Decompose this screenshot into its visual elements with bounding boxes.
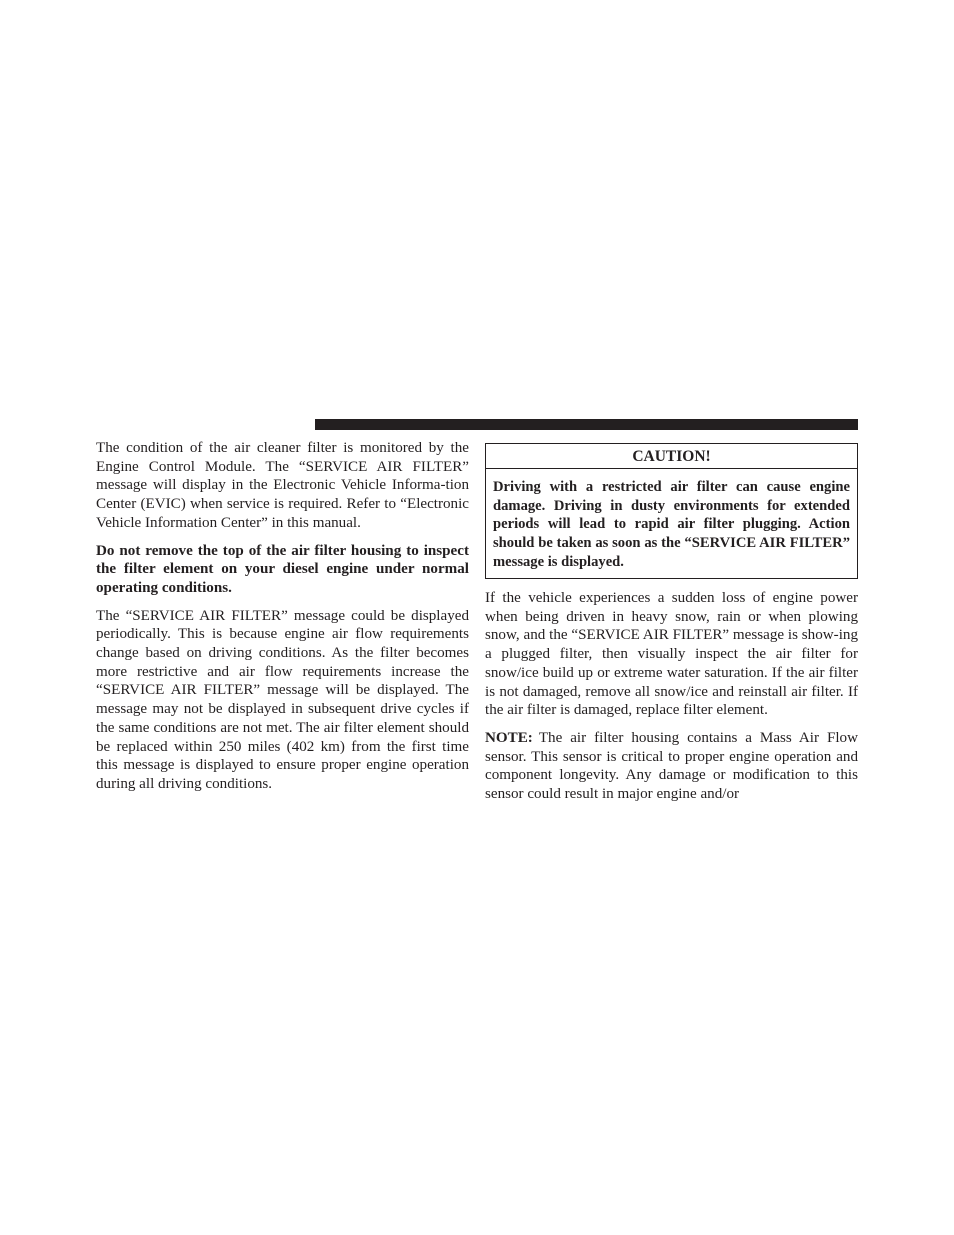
section-header-bar <box>315 419 858 430</box>
caution-title: CAUTION! <box>486 444 857 469</box>
paragraph-power-loss: If the vehicle experiences a sudden loss of engine power when being driven in heavy snow, rain or when plowing snow, and the “SERVICE AIR FILTER” message is show-ing a plugged filter, then visually inspect the air filter for snow/ice build up or extreme water saturation. If the air filter is not damaged, remove all snow/ice and reinstall air filter. If the air filter is damaged, replace filter element. <box>485 590 858 719</box>
right-column <box>485 589 858 813</box>
note-text: The air filter housing contains a Mass Air Flow sensor. This sensor is critical to proper engine operation and component longevity. Any damage or modification to this sensor could result in major engine and/or <box>485 729 858 803</box>
caution-body: Driving with a restricted air filter can cause engine damage. Driving in dusty environments for extended periods will lead to rapid air filter plugging. Action should be taken as soon as the “SERVICE AIR FILTER” message is displayed. <box>493 479 850 570</box>
paragraph-note <box>485 729 858 804</box>
note-label: NOTE: <box>485 729 533 746</box>
paragraph-housing-warning: Do not remove the top of the air filter housing to inspect the filter element on your diesel engine under normal operating conditions. <box>96 542 469 596</box>
left-column <box>96 439 469 803</box>
paragraph-service-message-info: The “SERVICE AIR FILTER” message could be displayed periodically. This is because engine air flow requirements change based on driving conditions. As the filter becomes more restrictive and air flow requirements increase the “SERVICE AIR FILTER” message will be displayed. The message may not be displayed in subsequent drive cycles if the same conditions are not met. The air filter element should be replaced within 250 miles (402 km) from the first time this message is displayed to ensure proper engine operation during all driving conditions. <box>96 607 469 792</box>
caution-box <box>485 443 858 579</box>
paragraph-air-cleaner-monitoring: The condition of the air cleaner filter is monitored by the Engine Control Module. The “SERVICE AIR FILTER” message will display in the Electronic Vehicle Informa-tion Center (EVIC) when service is required. Refer to “Electronic Vehicle Information Center” in this manual. <box>96 440 469 531</box>
